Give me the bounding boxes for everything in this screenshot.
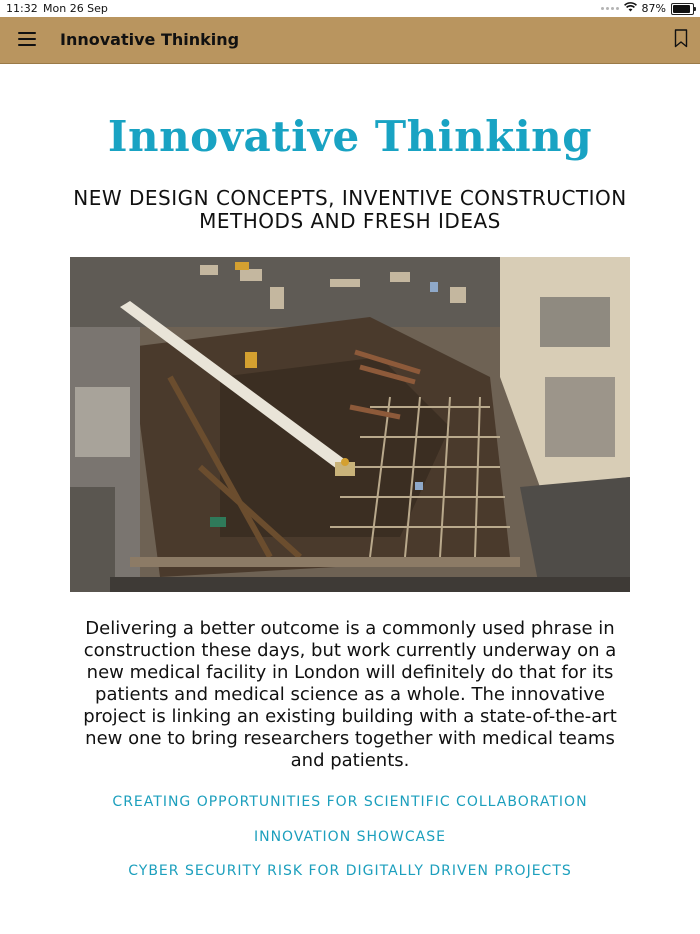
wifi-icon [624,0,637,17]
status-time: 11:32 [6,2,38,15]
app-bar [0,17,700,64]
link-cyber-security-risk[interactable]: CYBER SECURITY RISK FOR DIGITALLY DRIVEN PROJECTS [128,863,572,879]
link-scientific-collaboration[interactable]: CREATING OPPORTUNITIES FOR SCIENTIFIC COLLABORATION [112,794,588,810]
app-bar-title: Innovative Thinking [60,30,240,49]
related-links [0,790,700,894]
status-date: Mon 26 Sep [43,2,108,15]
page-subtitle: NEW DESIGN CONCEPTS, INVENTIVE CONSTRUCTION METHODS AND FRESH IDEAS [73,186,627,233]
page-title: Innovative Thinking [107,112,593,161]
status-indicators [601,0,694,17]
battery-percent: 87% [641,2,666,15]
article-body: Delivering a better outcome is a commonly used phrase in construction these days, but work currently underway on a new medical facility in London will definitely do that for its patients and medical science as a whole. The innovative project is linking an existing building with a state-of-the-art new one to bring researchers together with medical teams and patients. [83,618,617,771]
cellular-signal-icon [601,7,619,10]
hamburger-menu-icon[interactable] [18,32,36,48]
link-innovation-showcase[interactable]: INNOVATION SHOWCASE [253,828,446,845]
battery-icon [671,3,694,15]
bookmark-icon[interactable] [674,29,688,48]
status-bar [0,0,700,17]
construction-site-photo [70,257,630,592]
